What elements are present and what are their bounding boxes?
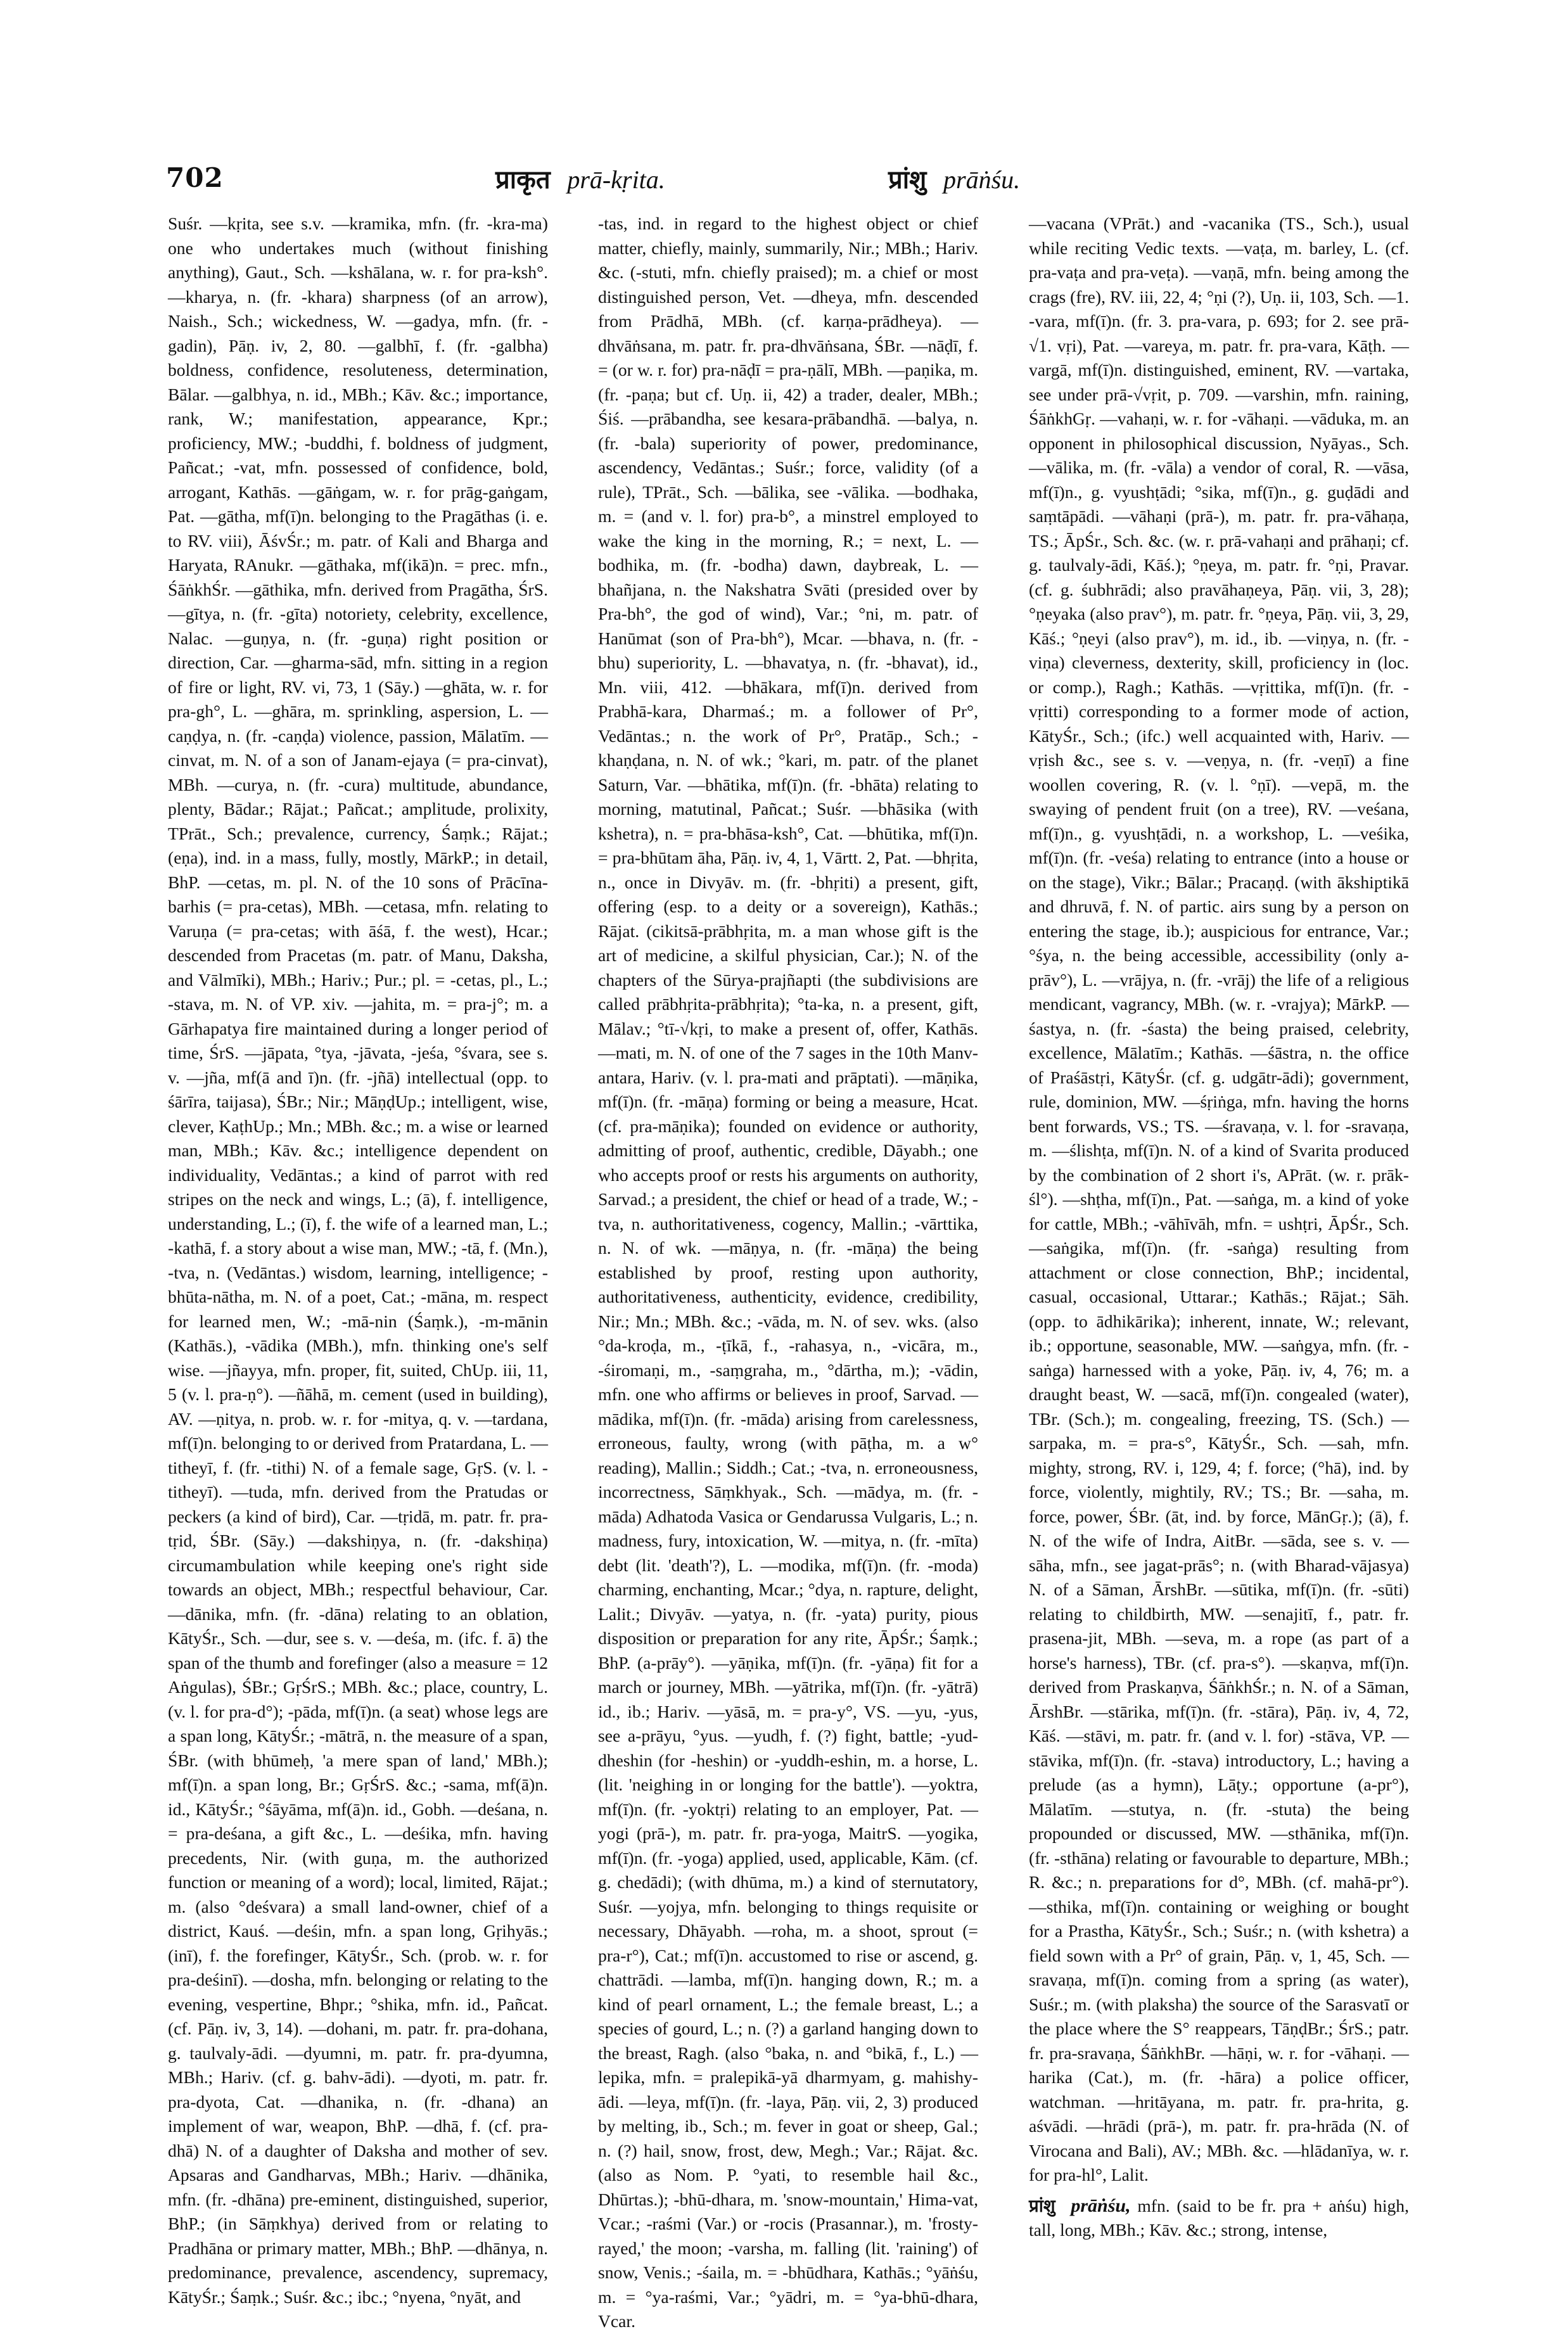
- right-running-head: [888, 161, 1020, 196]
- left-head-translit: prā-kṛita.: [567, 165, 665, 194]
- final-entry: [1029, 2194, 1409, 2243]
- column-left: [168, 212, 548, 2307]
- column-middle: [598, 212, 978, 2331]
- page-number: 702: [166, 162, 224, 193]
- final-entry-text: mfn. (said to be fr. pra + aṅśu) high, tall, long, MBh.; Kāv. &c.; strong, intense,: [1029, 2195, 1409, 2240]
- column-right-text: —vacana (VPrāt.) and -vacanika (TS., Sch.), usual while reciting Vedic texts. —vaṭa, m. barley, L. (cf. pra-vaṭa and pra-veṭa). —vaṇā, mfn. being among the crags (fre), RV. iii, 22, 4; °ṇi (?), Uṇ. ii, 103, Sch. —1. -vara, mf(ī)n. (fr. 3. pra-vara, p. 693; for 2. see prā-√1. vṛi), Pat. —vareya, m. patr. fr. pra-vara, Kāṭh. —vargā, mf(ī)n. distinguished, eminent, RV. —vartaka, see under prā-√vṛit, p. 709. —varshin, mfn. raining, ŚāṅkhGṛ. —vahaṇi, w. r. for -vāhaṇi. —vāduka, m. an opponent in philosophical discussion, Nyāyas., Sch. —vālika, m. (fr. -vāla) a vendor of coral, R. —vāsa, mf(ī)n., g. vyushṭādi; °sika, mf(ī)n., g. guḍādi and saṃtāpādi. —vāhaṇi (prā-), m. patr. fr. pra-vāhaṇa, TS.; ĀpŚr., Sch. &c. (w. r. prā-vahaṇi and prāhaṇi; cf. g. taulvaly-ādi, Kāś.); °ṇeya, m. patr. fr. °ṇi, Pravar. (cf. g. śubhrādi; also pravāhaṇeya, Pāṇ. vii, 3, 28); °ṇeyaka (also prav°), m. patr. fr. °ṇeya, Pāṇ. vii, 3, 29, Kāś.; °ṇeyi (also prav°), m. id., ib. —viṇya, n. (fr. -viṇa) cleverness, dexterity, skill, proficiency in (loc. or comp.), Ragh.; Kathās. —vṛittika, mf(ī)n. (fr. -vṛitti) corresponding to a former mode of action, KātyŚr., Sch.; (ifc.) well acquainted with, Hariv. —vṛish &c., see s. v. —veṇya, n. (fr. -veṇī) a fine woollen covering, R. (v. l. °ṇī). —vepā, m. the swaying of pendent fruit (on a tree), RV. —veśana, mf(ī)n., g. vyushṭādi, n. a workshop, L. —veśika, mf(ī)n. (fr. -veśa) relating to entrance (into a house or on the stage), Vikr.; Bālar.; Pracaṇḍ. (with ākshiptikā and dhruvā, f. N. of partic. airs sung by a person on entering the stage, ib.); auspicious for entrance, Var.; °śya, n. the being accessible, accessibility (only a-prāv°), L. —vrājya, n. (fr. -vrāj) the life of a religious mendicant, vagrancy, MBh. (w. r. -vrajya); MārkP. —śastya, n. (fr. -śasta) the being praised, celebrity, excellence, Mālatīm.; Kathās. —śāstra, n. the office of Praśāstṛi, KātyŚr. (cf. g. udgātr-ādi); government, rule, dominion, MW. —śṛiṅga, mfn. having the horns bent forwards, VS.; TS. —śravaṇa, v. l. for -sravaṇa, m. —ślishṭa, mf(ī)n. N. of a kind of Svarita produced by the combination of 2 short i's, APrāt. (w. r. prāk-śl°). —shṭha, mf(ī)n., Pat. —saṅga, m. a kind of yoke for cattle, MBh.; -vāhīvāh, mfn. = ushṭri, ĀpŚr., Sch. —saṅgika, mf(ī)n. (fr. -saṅga) resulting from attachment or close connection, BhP.; incidental, casual, occasional, Uttarar.; Kathās.; Rājat.; Sāh. (opp. to ādhikārika); inherent, innate, W.; relevant, ib.; opportune, seasonable, MW. —saṅgya, mfn. (fr. -saṅga) harnessed with a yoke, Pāṇ. iv, 4, 76; m. a draught beast, W. —sacā, mf(ī)n. congealed (water), TBr. (Sch.); m. congealing, freezing, TS. (Sch.) —sarpaka, m. = pra-s°, KātyŚr., Sch. —sah, mfn. mighty, strong, RV. i, 129, 4; f. force; (°hā), ind. by force, violently, mightily, RV.; TS.; Br. —saha, m. force, power, ŚBr. (āt, ind. by force, MānGṛ.); (ā), f. N. of the wife of Indra, AitBr. —sāda, see s. v. —sāha, mfn., see jagat-prās°; n. (with Bharad-vājasya) N. of a Sāman, ĀrshBr. —sūtika, mf(ī)n. (fr. -sūti) relating to childbirth, MW. —senajitī, f., patr. fr. prasena-jit, MBh. —seva, m. a rope (as part of a horse's harness), TBr. (cf. pra-s°). —skaṇva, mf(ī)n. derived from Praskaṇva, ŚāṅkhŚr.; n. N. of a Sāman, ĀrshBr. —stārika, mf(ī)n. (fr. -stāra), Pāṇ. iv, 4, 72, Kāś. —stāvi, m. patr. fr. (and v. l. for) -stāva, VP. —stāvika, mf(ī)n. (fr. -stava) introductory, L.; having a prelude (as a hymn), Lāṭy.; opportune (a-pr°), Mālatīm. —stutya, n. (fr. -stuta) the being propounded or discussed, MW. —sthānika, mf(ī)n. (fr. -sthāna) relating or favourable to departure, MBh.; R. &c.; n. preparations for d°, MBh. (cf. mahā-pr°). —sthika, mf(ī)n. containing or weighing or bought for a Prastha, KātyŚr., Sch.; Suśr.; n. (with kshetra) a field sown with a Pr° of grain, Pāṇ. v, 1, 45, Sch. —sravaṇa, mf(ī)n. coming from a spring (as water), Suśr.; m. (with plaksha) the source of the Sarasvatī or the place where the S° reappears, TāṇḍBr.; ŚrS.; patr. fr. pra-sravaṇa, ŚāṅkhBr. —hāṇi, w. r. for -vāhaṇi. —harika (Cat.), m. (fr. -hāra) a police officer, watchman. —hritāyana, m. patr. fr. pra-hrita, g. aśvādi. —hrādi (prā-), m. patr. fr. pra-hrāda (N. of Virocana and Bali), AV.; MBh. &c. —hlādanīya, w. r. for pra-hl°, Lalit.: [1029, 214, 1409, 2184]
- final-entry-headword: prāṅśu,: [1071, 2195, 1131, 2216]
- right-head-devanagari: प्रांशु: [888, 165, 927, 194]
- column-right: [1029, 212, 1409, 2240]
- final-entry-devanagari: प्रांशु: [1029, 2195, 1055, 2216]
- left-running-head: [495, 161, 665, 196]
- right-head-translit: prāṅśu.: [943, 165, 1021, 194]
- page-header: [166, 158, 1417, 203]
- column-left-text: Suśr. —kṛita, see s.v. —kramika, mfn. (fr. -kra-ma) one who undertakes much (without finishing anything), Gaut., Sch. —kshālana, w. r. for pra-ksh°. —kharya, n. (fr. -khara) sharpness (of an arrow), Naish., Sch.; wickedness, W. —gadya, mfn. (fr. -gadin), Pāṇ. iv, 2, 80. —galbhī, f. (fr. -galbha) boldness, confidence, resoluteness, determination, Bālar. —galbhya, n. id., MBh.; Kāv. &c.; importance, rank, W.; manifestation, appearance, Kpr.; proficiency, MW.; -buddhi, f. boldness of judgment, Pañcat.; -vat, mfn. possessed of confidence, bold, arrogant, Kathās. —gāṅgam, w. r. for prāg-gaṅgam, Pat. —gātha, mf(ī)n. belonging to the Pragāthas (i. e. to RV. viii), ĀśvŚr.; m. patr. of Kali and Bharga and Haryata, RAnukr. —gāthaka, mf(ikā)n. = prec. mfn., ŚāṅkhŚr. —gāthika, mfn. derived from Pragātha, ŚrS. —gītya, n. (fr. -gīta) notoriety, celebrity, excellence, Nalac. —guṇya, n. (fr. -guṇa) right position or direction, Car. —gharma-sād, mfn. sitting in a region of fire or light, RV. vi, 73, 1 (Sāy.) —ghāta, w. r. for pra-gh°, L. —ghāra, m. sprinkling, aspersion, L. —caṇḍya, n. (fr. -caṇḍa) violence, passion, Mālatīm. —cinvat, m. N. of a son of Janam-ejaya (= pra-cinvat), MBh. —curya, n. (fr. -cura) multitude, abundance, plenty, Bādar.; Rājat.; Pañcat.; amplitude, prolixity, TPrāt., Sch.; prevalence, currency, Śaṃk.; Rājat.; (eṇa), ind. in a mass, fully, mostly, MārkP.; in detail, BhP. —cetas, m. pl. N. of the 10 sons of Prācīna-barhis (= pra-cetas), MBh. —cetasa, mfn. relating to Varuṇa (= pra-cetas; with āśā, f. the west), Hcar.; descended from Pracetas (m. patr. of Manu, Daksha, and Vālmīki), MBh.; Hariv.; Pur.; pl. = -cetas, pl., L.; -stava, m. N. of VP. xiv. —jahita, m. = pra-j°; m. a Gārhapatya fire maintained during a longer period of time, ŚrS. —jāpata, °tya, -jāvata, -jeśa, °śvara, see s. v. —jña, mf(ā and ī)n. (fr. -jñā) intellectual (opp. to śārīra, taijasa), ŚBr.; Nir.; MāṇḍUp.; intelligent, wise, clever, KaṭhUp.; Mn.; MBh. &c.; m. a wise or learned man, MBh.; Kāv. &c.; intelligence dependent on individuality, Vedāntas.; a kind of parrot with red stripes on the neck and wings, L.; (ā), f. intelligence, understanding, L.; (ī), f. the wife of a learned man, L.; -kathā, f. a story about a wise man, MW.; -tā, f. (Mn.), -tva, n. (Vedāntas.) wisdom, learning, intelligence; -bhūta-nātha, m. N. of a poet, Cat.; -māna, m. respect for learned men, W.; -mā-nin (Śaṃk.), -m-mānin (Kathās.), -vādika (MBh.), mfn. thinking one's self wise. —jñayya, mfn. proper, fit, suited, ChUp. iii, 11, 5 (v. l. pra-ṇ°). —ñāhā, m. cement (used in building), AV. —ṇitya, n. prob. w. r. for -mitya, q. v. —tardana, mf(ī)n. belonging to or derived from Pratardana, L. —titheyī, f. (fr. -tithi) N. of a female sage, GṛS. (v. l. -titheyī). —tuda, mfn. derived from the Pratudas or peckers (a kind of bird), Car. —tṛidā, m. patr. fr. pra-tṛid, ŚBr. (Sāy.) —dakshiṇya, n. (fr. -dakshiṇa) circumambulation while keeping one's right side towards an object, MBh.; respectful behaviour, Car. —dānika, mfn. (fr. -dāna) relating to an oblation, KātyŚr., Sch. —dur, see s. v. —deśa, m. (ifc. f. ā) the span of the thumb and forefinger (also a measure = 12 Aṅgulas), ŚBr.; GṛŚrS.; MBh. &c.; place, country, L. (v. l. for pra-d°); -pāda, mf(ī)n. (a seat) whose legs are a span long, KātyŚr.; -mātrā, n. the measure of a span, ŚBr. (with bhūmeḥ, 'a mere span of land,' MBh.); mf(ī)n. a span long, Br.; GṛŚrS. &c.; -sama, mf(ā)n. id., KātyŚr.; °śāyāma, mf(ā)n. id., Gobh. —deśana, n. = pra-deśana, a gift &c., L. —deśika, mfn. having precedents, Nir. (with guṇa, m. the authorized function or meaning of a word); local, limited, Rājat.; m. (also °deśvara) a small land-owner, chief of a district, Kauś. —deśin, mfn. a span long, Gṛihyās.; (inī), f. the forefinger, KātyŚr., Sch. (prob. w. r. for pra-deśinī). —dosha, mfn. belonging or relating to the evening, vespertine, Bhpr.; °shika, mfn. id., Pañcat. (cf. Pāṇ. iv, 3, 14). —dohani, m. patr. fr. pra-dohana, g. taulvaly-ādi. —dyumni, m. patr. fr. pra-dyumna, MBh.; Hariv. (cf. g. bahv-ādi). —dyoti, m. patr. fr. pra-dyota, Cat. —dhanika, n. (fr. -dhana) an implement of war, weapon, BhP. —dhā, f. (cf. pra-dhā) N. of a daughter of Daksha and mother of sev. Apsaras and Gandharvas, MBh.; Hariv. —dhānika, mfn. (fr. -dhāna) pre-eminent, distinguished, superior, BhP.; (in Sāṃkhya) derived from or relating to Pradhāna or primary matter, MBh.; BhP. —dhānya, n. predominance, prevalence, ascendency, supremacy, KātyŚr.; Śaṃk.; Suśr. &c.; ibc.; °nyena, °nyāt, and: [168, 214, 548, 2307]
- column-middle-text: -tas, ind. in regard to the highest object or chief matter, chiefly, mainly, summarily, Nir.; MBh.; Hariv. &c. (-stuti, mfn. chiefly praised); m. a chief or most distinguished person, Vet. —dheya, mfn. descended from Prādhā, MBh. (cf. karṇa-prādheya). —dhvāṅsana, m. patr. fr. pra-dhvāṅsana, ŚBr. —nāḍī, f. = (or w. r. for) pra-nāḍī = pra-ṇālī, MBh. —paṇika, m. (fr. -paṇa; but cf. Uṇ. ii, 42) a trader, dealer, MBh.; Śiś. —prābandha, see kesara-prābandhā. —balya, n. (fr. -bala) superiority of power, predominance, ascendency, Vedāntas.; Suśr.; force, validity (of a rule), TPrāt., Sch. —bālika, see -vālika. —bodhaka, m. = (and v. l. for) pra-b°, a minstrel employed to wake the king in the morning, R.; = next, L. —bodhika, m. (fr. -bodha) dawn, daybreak, L. —bhañjana, n. the Nakshatra Svāti (presided over by Pra-bh°, the god of wind), Var.; °ni, m. patr. of Hanūmat (son of Pra-bh°), Mcar. —bhava, n. (fr. -bhu) superiority, L. —bhavatya, n. (fr. -bhavat), id., Mn. viii, 412. —bhākara, mf(ī)n. derived from Prabhā-kara, Dharmaś.; m. a follower of Pr°, Vedāntas.; n. the work of Pr°, Pratāp., Sch.; -khaṇḍana, n. N. of wk.; °kari, m. patr. of the planet Saturn, Var. —bhātika, mf(ī)n. (fr. -bhāta) relating to morning, matutinal, Pañcat.; Suśr. —bhāsika (with kshetra), n. = pra-bhāsa-ksh°, Cat. —bhūtika, mf(ī)n. = pra-bhūtam āha, Pāṇ. iv, 4, 1, Vārtt. 2, Pat. —bhṛita, n., once in Divyāv. m. (fr. -bhṛiti) a present, gift, offering (esp. to a deity or a sovereign), Kathās.; Rājat. (cikitsā-prābhṛita, m. a man whose gift is the art of medicine, a skilful physician, Car.); N. of the chapters of the Sūrya-prajñapti (the subdivisions are called prābhṛita-prābhṛita); °ta-ka, n. a present, gift, Mālav.; °tī-√kṛi, to make a present of, offer, Kathās. —mati, m. N. of one of the 7 sages in the 10th Manv-antara, Hariv. (v. l. pra-mati and prāptati). —māṇika, mf(ī)n. (fr. -māṇa) forming or being a measure, Hcat. (cf. pra-māṇika); founded on evidence or authority, admitting of proof, authentic, credible, Dāyabh.; one who accepts proof or rests his arguments on authority, Sarvad.; a president, the chief or head of a trade, W.; -tva, n. authoritativeness, cogency, Mallin.; -vārttika, n. N. of wk. —māṇya, n. (fr. -māṇa) the being established by proof, resting upon authority, authoritativeness, authenticity, evidence, credibility, Nir.; Mn.; MBh. &c.; -vāda, m. N. of sev. wks. (also °da-kroḍa, m., -ṭīkā, f., -rahasya, n., -vicāra, m., -śiromaṇi, m., -saṃgraha, m., °dārtha, m.); -vādin, mfn. one who affirms or believes in proof, Sarvad. —mādika, mf(ī)n. (fr. -māda) arising from carelessness, erroneous, faulty, wrong (with pāṭha, m. a w° reading), Mallin.; Siddh.; Cat.; -tva, n. erroneousness, incorrectness, Sāṃkhyak., Sch. —mādya, m. (fr. -māda) Adhatoda Vasica or Gendarussa Vulgaris, L.; n. madness, fury, intoxication, W. —mitya, n. (fr. -mīta) debt (lit. 'death'?), L. —modika, mf(ī)n. (fr. -moda) charming, enchanting, Mcar.; °dya, n. rapture, delight, Lalit.; Divyāv. —yatya, n. (fr. -yata) purity, pious disposition or preparation for any rite, ĀpŚr.; Śaṃk.; BhP. (a-prāy°). —yāṇika, mf(ī)n. (fr. -yāṇa) fit for a march or journey, MBh. —yātrika, mf(ī)n. (fr. -yātrā) id., ib.; Hariv. —yāsā, m. = pra-y°, VS. —yu, -yus, see a-prāyu, °yus. —yudh, f. (?) fight, battle; -yud-dheshin (for -heshin) or -yuddh-eshin, m. a horse, L. (lit. 'neighing in or longing for the battle'). —yoktra, mf(ī)n. (fr. -yoktṛi) relating to an employer, Pat. —yogi (prā-), m. patr. fr. pra-yoga, MaitrS. —yogika, mf(ī)n. (fr. -yoga) applied, used, applicable, Kām. (cf. g. chedādi); (with dhūma, m.) a kind of sternutatory, Suśr. —yojya, mfn. belonging to things requisite or necessary, Dhāyabh. —roha, m. a shoot, sprout (= pra-r°), Cat.; mf(ī)n. accustomed to rise or ascend, g. chattrādi. —lamba, mf(ī)n. hanging down, R.; m. a kind of pearl ornament, L.; the female breast, L.; a species of gourd, L.; n. (?) a garland hanging down to the breast, Ragh. (also °baka, n. and °bikā, f., L.) —lepika, mfn. = pralepikā-yā dharmyam, g. mahishy-ādi. —leya, mf(ī)n. (fr. -laya, Pāṇ. vii, 2, 3) produced by melting, ib., Sch.; m. fever in goat or sheep, Gal.; n. (?) hail, snow, frost, dew, Megh.; Var.; Rājat. &c. (also as Nom. P. °yati, to resemble hail &c., Dhūrtas.); -bhū-dhara, m. 'snow-mountain,' Hima-vat, Vcar.; -raśmi (Var.) or -rocis (Prasannar.), m. 'frosty-rayed,' the moon; -varsha, m. falling (lit. 'raining') of snow, Venis.; -śaila, m. = -bhūdhara, Kathās.; °yāṅśu, m. = °ya-raśmi, Var.; °yādri, m. = °ya-bhū-dhara, Vcar.: [598, 214, 978, 2331]
- left-head-devanagari: प्राकृत: [495, 165, 551, 194]
